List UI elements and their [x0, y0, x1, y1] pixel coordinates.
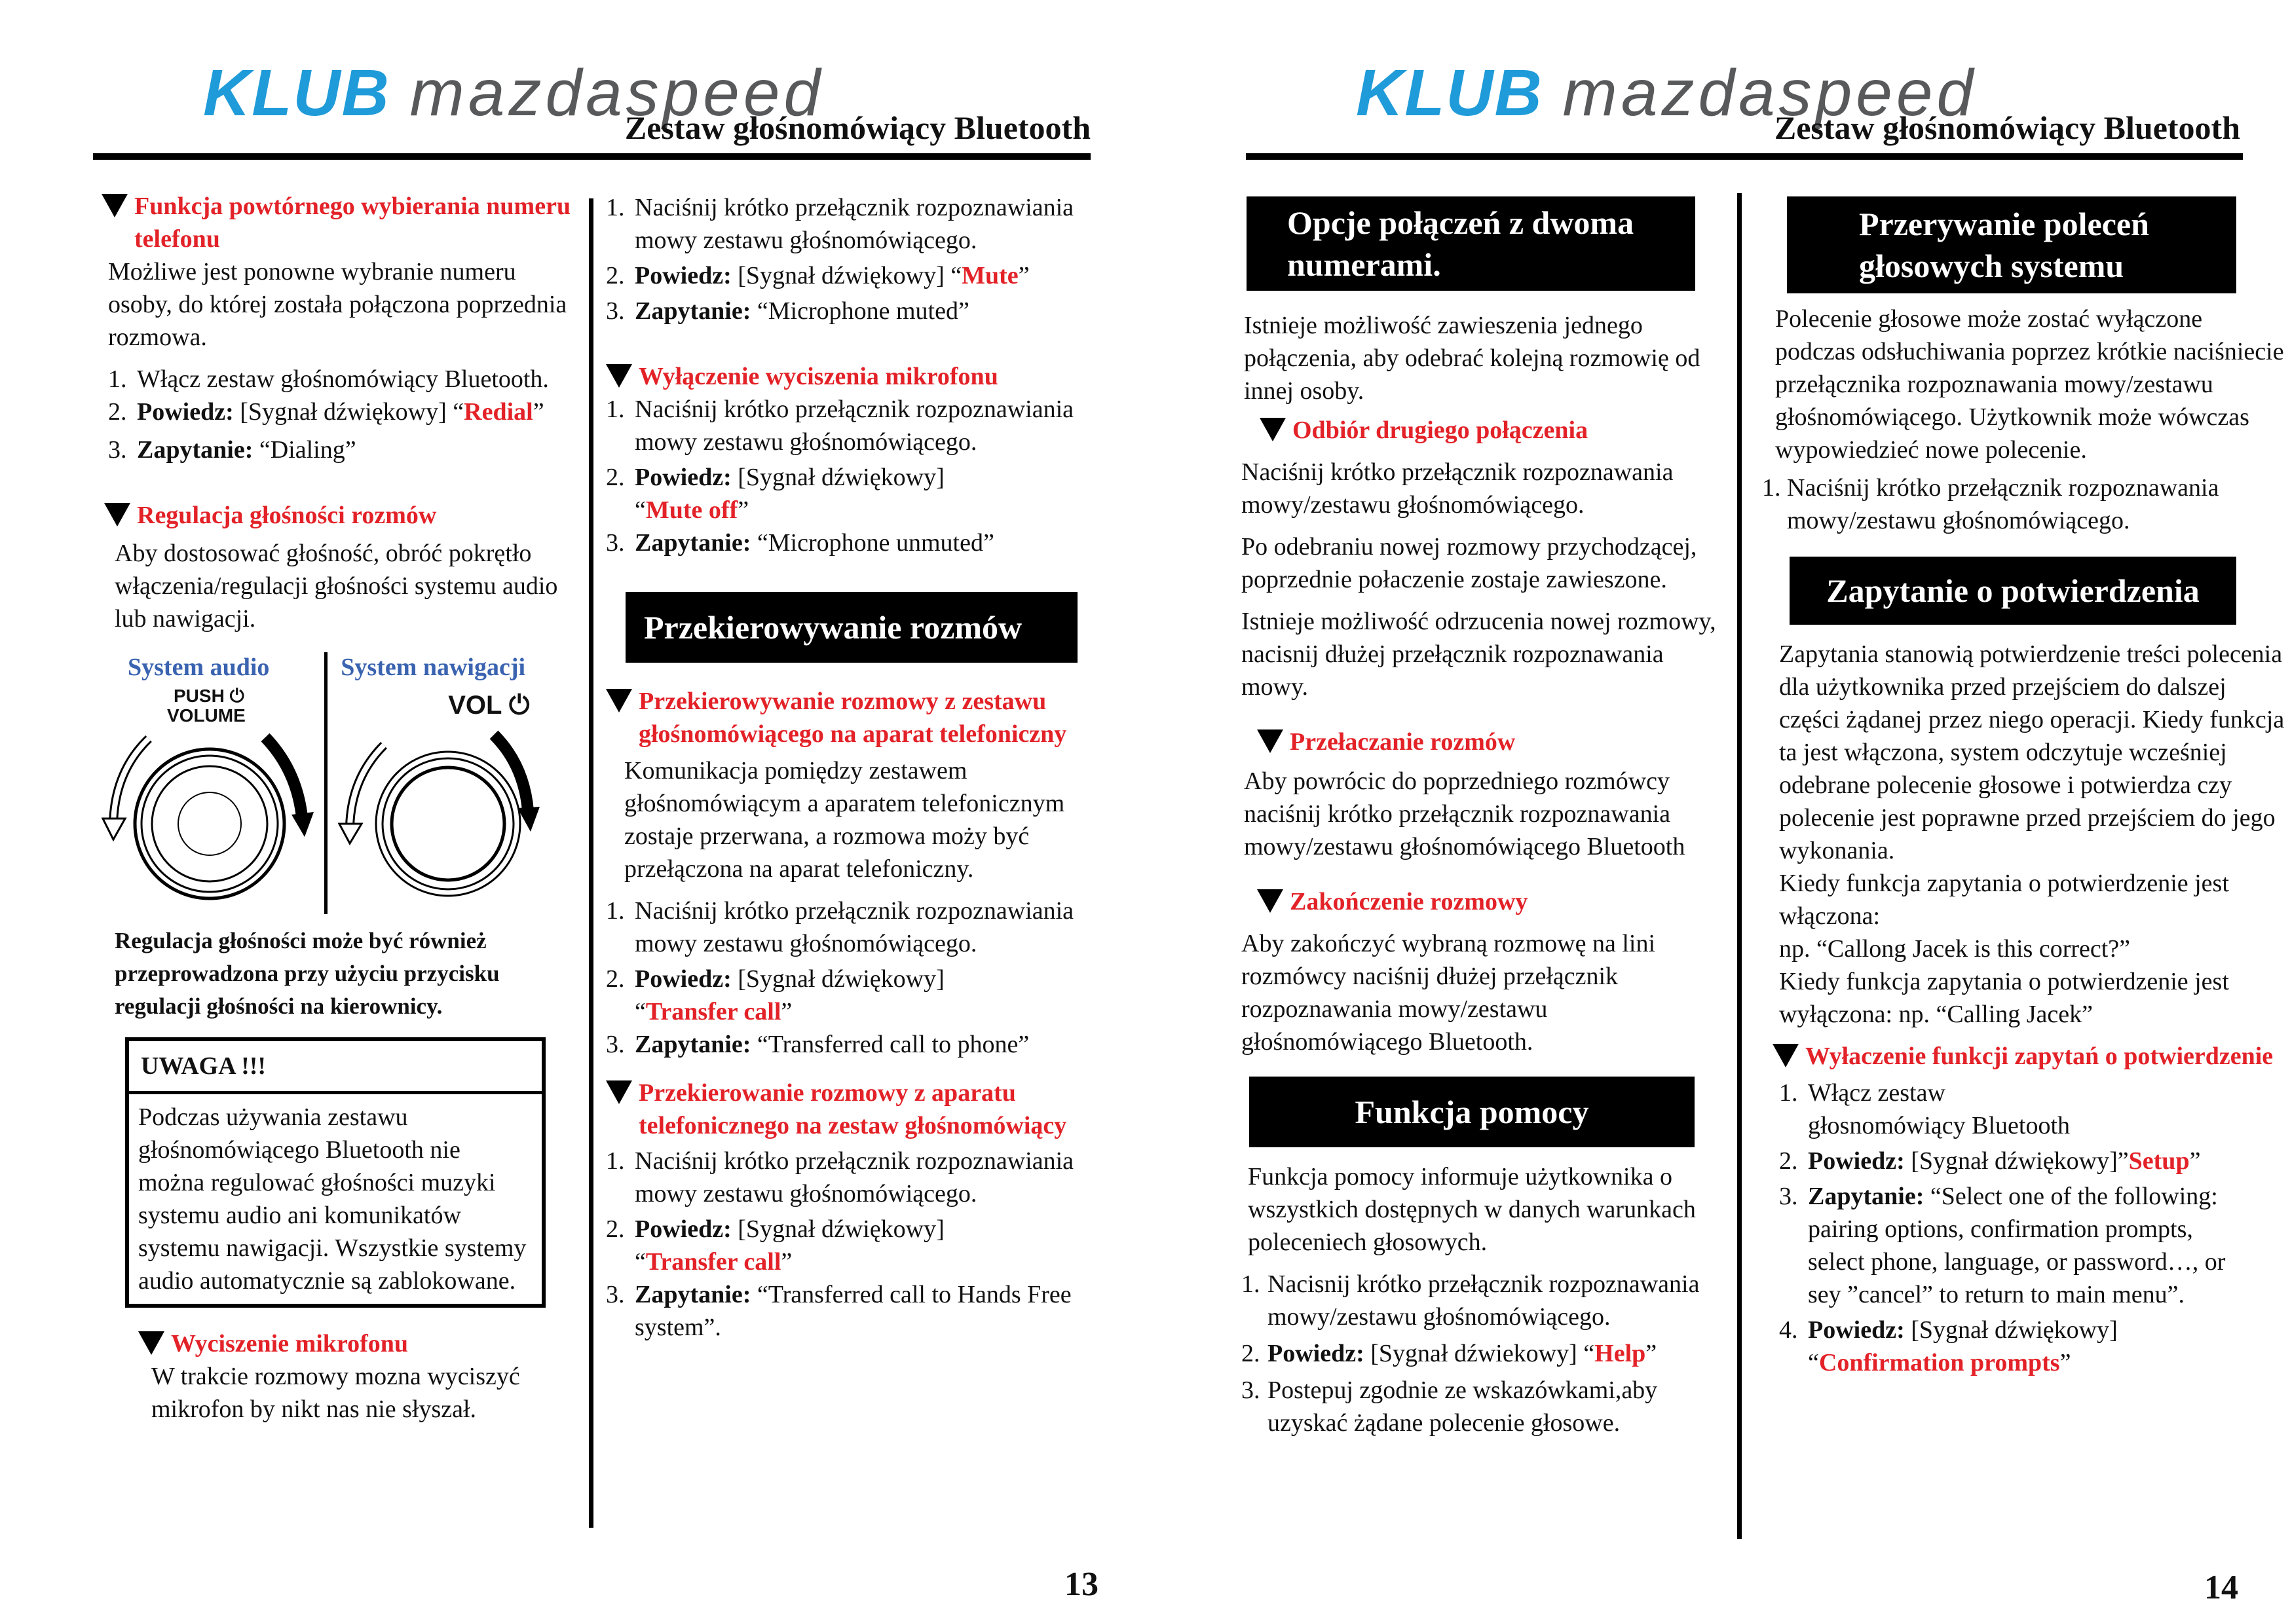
step-item	[1762, 471, 2286, 537]
step-number: 1.	[1241, 1270, 1260, 1298]
triangle-bullet-icon	[606, 1080, 632, 1104]
page14-col1	[1241, 196, 1733, 1439]
section-heading-redial	[102, 190, 583, 255]
transfer-to-phone-text: Komunikacja pomiędzy zestawem głośnomówiącym a aparatem telefonicznym zostaje przerwana, a rozmowa moży być przełączona na aparat telefoniczny.	[624, 757, 1065, 883]
step-item	[1779, 1180, 2238, 1311]
step-item	[606, 191, 1123, 257]
step-label: Powiedz:	[137, 398, 234, 426]
heading-text: Funkcja powtórnego wybierania numeru telefonu	[134, 193, 571, 253]
step-label: Powiedz:	[1808, 1316, 1905, 1344]
section-heading-disable-confirmation	[1773, 1040, 2286, 1073]
triangle-bullet-icon	[1773, 1044, 1799, 1067]
step-text: “Dialing”	[253, 436, 356, 464]
step-text: Postepuj zgodnie ze wskazówkami,aby uzyskać żądane polecenie głosowe.	[1267, 1376, 1658, 1437]
step-item	[606, 895, 1123, 960]
answer-text-3: Istnieje możliwość odrzucenia nowej rozmowy, nacisnij dłużej przełącznik rozpoznawania mowy.	[1241, 608, 1716, 701]
warning-box	[125, 1037, 546, 1308]
voice-command: Confirmation prompts	[1818, 1349, 2060, 1376]
step-text: Włącz zestaw głośnomówiący Bluetooth.	[137, 365, 549, 393]
triangle-bullet-icon	[606, 689, 632, 712]
step-number: 1.	[1762, 474, 1781, 502]
step-label: Powiedz:	[635, 262, 732, 289]
step-label: Powiedz:	[635, 1215, 732, 1243]
voice-command: Mute	[962, 262, 1019, 289]
logo-mazdaspeed-text: mazdaspeed	[1562, 56, 1978, 130]
step-item	[606, 1213, 1002, 1278]
nav-volume-dial-diagram	[337, 652, 583, 914]
header-rule	[93, 153, 1091, 160]
page13-col1	[102, 190, 583, 1426]
step-label: Powiedz:	[635, 464, 732, 491]
logo-klub-text: KLUB	[203, 56, 390, 130]
step-item	[1779, 1077, 2083, 1142]
heading-text: Przełaczanie rozmów	[1290, 728, 1516, 756]
confirmation-on-text: Kiedy funkcja zapytania o potwierdzenie jest włączona:	[1779, 870, 2229, 930]
page-number: 14	[2204, 1569, 2238, 1606]
step-number: 1.	[606, 194, 625, 221]
page-subtitle: Zestaw głośnomówiący Bluetooth	[624, 109, 1091, 146]
quote-close: ”	[781, 998, 793, 1025]
page-subtitle: Zestaw głośnomówiący Bluetooth	[1774, 109, 2240, 146]
quote-close: ”	[2059, 1349, 2071, 1376]
step-label: Zapytanie:	[635, 1031, 751, 1058]
dial-divider	[324, 652, 328, 914]
step-number: 3.	[606, 1281, 625, 1308]
step-number: 2.	[108, 398, 127, 426]
step-item	[606, 295, 1123, 327]
confirmation-text: Zapytania stanowią potwierdzenie treści polecenia dla użytkownika przed przejściem do dalszej części żądanej przez niego operacji. Kiedy funkcja ta jest włączona, system odczytuje wcześniej odebrane polecenie głosowe i potwierdza czy polecenie jest poprawne przed przejściem do jego wykonania.	[1779, 640, 2285, 864]
step-text: [Sygnał dźwiękowy] “	[635, 965, 945, 1025]
quote-close: ”	[1018, 262, 1030, 289]
step-number: 2.	[1779, 1147, 1798, 1175]
step-text: Włącz zestaw głosnomówiący Bluetooth	[1808, 1079, 2071, 1139]
heading-text: Wyciszenie mikrofonu	[171, 1330, 409, 1357]
warning-title: UWAGA !!!	[129, 1041, 542, 1094]
step-text: [Sygnał dźwiękowy]”	[1904, 1147, 2129, 1175]
volume-text: Aby dostosować głośność, obróć pokrętło włączenia/regulacji głośności systemu audio lub nawigacji.	[115, 540, 558, 633]
quote-close: ”	[1645, 1340, 1657, 1367]
step-number: 3.	[1241, 1376, 1260, 1404]
step-number: 3.	[108, 436, 127, 464]
volume-note: Regulacja głośności może być również przeprowadzona przy użyciu przycisku regulacji głośności na kierownicy.	[115, 928, 500, 1019]
step-text: [Sygnał dźwiękowy] “	[1808, 1316, 2118, 1376]
step-label: Powiedz:	[1267, 1340, 1364, 1367]
step-item	[108, 434, 583, 466]
page13-col2	[606, 191, 1123, 1344]
heading-text: Odbiór drugiego połączenia	[1292, 416, 1588, 444]
quote-close: ”	[2189, 1147, 2201, 1175]
step-number: 1.	[606, 396, 625, 423]
triangle-bullet-icon	[1257, 889, 1283, 913]
warning-text: Podczas używania zestawu głośnomówiącego Bluetooth nie można regulować głośności muzyki systemu audio ani komunikatów systemu nawigacji. Wszystkie systemy audio automatycznie są zablokowane.	[138, 1103, 527, 1295]
step-item	[108, 363, 583, 396]
step-item	[606, 1028, 1123, 1061]
logo-mazdaspeed-text: mazdaspeed	[409, 56, 825, 130]
step-item	[108, 396, 583, 428]
step-item	[1779, 1314, 2175, 1379]
voice-command: Mute off	[645, 496, 738, 524]
step-item	[606, 1278, 1093, 1344]
step-text: Naciśnij krótko przełącznik rozpoznawiania mowy zestawu głośnomówiącego.	[635, 897, 1074, 957]
step-item	[1241, 1374, 1733, 1439]
step-label: Zapytanie:	[635, 297, 751, 325]
interrupt-text: Polecenie głosowe może zostać wyłączone podczas odsłuchiwania poprzez krótkie naciśniecie przełącznika rozpoznawania mowy/zestawu głośnomówiącego. Użytkownik może wówczas wypowiedzieć nowe polecenie.	[1775, 305, 2284, 464]
step-label: Zapytanie:	[635, 1281, 751, 1308]
triangle-bullet-icon	[606, 364, 632, 388]
triangle-bullet-icon	[102, 194, 128, 217]
step-number: 3.	[606, 297, 625, 325]
confirmation-off-text: Kiedy funkcja zapytania o potwierdzenie jest wyłączona: np. “Calling Jacek”	[1779, 968, 2229, 1028]
step-number: 1.	[1779, 1079, 1798, 1107]
header-rule	[1246, 153, 2243, 160]
switch-calls-text: Aby powrócic do poprzedniego rozmówcy naciśnij krótko przełącznik rozpoznawania mowy/zestawu głośnomówiącego Bluetooth	[1244, 767, 1685, 860]
step-text: [Sygnał dźwiękowy] “	[635, 464, 945, 524]
nav-dial-body	[337, 682, 583, 905]
step-text: “Select one of the following: pairing options, confirmation prompts, select phone, language, or password…, or sey ”cancel” to return to main menu”.	[1808, 1183, 2226, 1308]
page14-col2	[1762, 196, 2286, 1379]
step-item	[1241, 1268, 1733, 1333]
step-number: 4.	[1779, 1316, 1798, 1344]
redial-text: Możliwe jest ponowne wybranie numeru osoby, do której została połączona poprzednia rozmowa.	[108, 258, 567, 351]
mute-text: W trakcie rozmowy mozna wyciszyć mikrofon by nikt nas nie słyszał.	[151, 1363, 520, 1423]
section-title-call-transfer: Przekierowywanie rozmów	[626, 592, 1078, 663]
dial-push-text: PUSH	[174, 686, 225, 706]
step-text: Naciśnij krótko przełącznik rozpoznawiania mowy zestawu głośnomówiącego.	[635, 194, 1074, 254]
section-heading-unmute	[606, 360, 1123, 393]
power-icon: ⏻	[508, 691, 530, 720]
power-icon: ⏻	[229, 686, 244, 706]
voice-command: Setup	[2128, 1147, 2190, 1175]
step-number: 2.	[606, 965, 625, 993]
help-steps	[1241, 1268, 1733, 1439]
heading-text: Przekierowywanie rozmowy z zestawu głośnomówiącego na aparat telefoniczny	[639, 688, 1067, 748]
redial-steps	[108, 363, 583, 466]
step-label: Zapytanie:	[137, 436, 253, 464]
quote-close: ”	[781, 1248, 793, 1276]
answer-text-1: Naciśnij krótko przełącznik rozpoznawania mowy/zestawu głośnomówiącego.	[1241, 458, 1674, 519]
step-text: Nacisnij krótko przełącznik rozpoznawania mowy/zestawu głośnomówiącego.	[1267, 1270, 1700, 1331]
heading-text: Wyłączenie wyciszenia mikrofonu	[639, 363, 998, 390]
step-item	[606, 393, 1123, 458]
transfer-to-handsfree-steps	[606, 1145, 1123, 1344]
step-label: Powiedz:	[635, 965, 732, 993]
end-call-text: Aby zakończyć wybraną rozmowę na lini rozmówcy naciśnij dłużej przełącznik rozpoznawania mowy/zestawu głośnomówiącego Bluetooth.	[1241, 930, 1656, 1056]
section-title-interrupt: Przerywanie poleceń głosowych systemu	[1787, 196, 2236, 293]
step-number: 3.	[606, 529, 625, 557]
audio-volume-dial-diagram	[102, 652, 315, 914]
step-number: 2.	[606, 1215, 625, 1243]
step-text: Naciśnij krótko przełącznik rozpoznawiania mowy zestawu głośnomówiącego.	[635, 1147, 1074, 1208]
step-text: [Sygnał dźwiekowy] “	[1364, 1340, 1595, 1367]
two-numbers-intro: Istnieje możliwość zawieszenia jednego połączenia, aby odebrać kolejną rozmowię od innej osoby.	[1244, 312, 1700, 405]
step-number: 2.	[606, 262, 625, 289]
knob-rotation-icon	[102, 726, 318, 905]
section-title-confirmation: Zapytanie o potwierdzenia	[1790, 557, 2236, 625]
dial-panel	[102, 652, 583, 914]
step-item	[606, 461, 1002, 526]
column-divider	[1737, 193, 1742, 1539]
step-number: 1.	[108, 365, 127, 393]
heading-text: Wyłaczenie funkcji zapytań o potwierdzenie	[1805, 1043, 2274, 1070]
section-heading-switch-calls	[1257, 726, 1733, 758]
step-text: “Transferred call to Hands Free system”.	[635, 1281, 1072, 1341]
heading-text: Przekierowanie rozmowy z aparatu telefonicznego na zestaw głośnomówiący	[639, 1079, 1067, 1139]
section-heading-answer-second	[1260, 414, 1733, 447]
disable-confirmation-steps	[1779, 1077, 2238, 1379]
step-text: Naciśnij krótko przełącznik rozpoznawiania mowy zestawu głośnomówiącego.	[635, 396, 1074, 456]
step-number: 1.	[606, 897, 625, 925]
step-number: 3.	[1779, 1183, 1798, 1210]
section-title-help: Funkcja pomocy	[1249, 1077, 1695, 1147]
transfer-to-phone-steps	[606, 895, 1123, 1061]
quote-close: ”	[533, 398, 544, 426]
step-number: 2.	[606, 464, 625, 491]
quote-close: ”	[738, 496, 749, 524]
triangle-bullet-icon	[138, 1331, 164, 1355]
step-item	[606, 259, 1123, 292]
step-item	[606, 526, 1123, 559]
knob-rotation-icon	[337, 726, 559, 905]
step-text: [Sygnał dźwiękowy] “	[233, 398, 464, 426]
voice-command: Redial	[464, 398, 533, 426]
triangle-bullet-icon	[104, 503, 130, 526]
voice-command: Transfer call	[645, 998, 781, 1025]
label-system-audio: System audio	[128, 654, 270, 681]
step-text: Naciśnij krótko przełącznik rozpoznawania mowy/zestawu głośnomówiącego.	[1787, 474, 2219, 534]
dial-label-vol	[448, 692, 529, 719]
page-number: 13	[1064, 1566, 1098, 1603]
step-item	[1241, 1337, 1733, 1370]
step-number: 3.	[606, 1031, 625, 1058]
step-label: Zapytanie:	[1808, 1183, 1924, 1210]
step-number: 1.	[606, 1147, 625, 1175]
label-system-navigation: System nawigacji	[341, 654, 526, 681]
dial-label-volume: VOLUME	[167, 705, 246, 726]
step-text: “Microphone unmuted”	[751, 529, 994, 557]
dial-label-push	[174, 686, 244, 706]
step-item	[606, 1145, 1123, 1210]
step-text: [Sygnał dźwiękowy] “	[635, 1215, 945, 1276]
step-label: Powiedz:	[1808, 1147, 1905, 1175]
section-heading-transfer-to-phone	[606, 685, 1123, 750]
voice-command: Transfer call	[645, 1248, 781, 1276]
voice-command: Help	[1594, 1340, 1646, 1367]
step-item	[1779, 1145, 2238, 1177]
step-number: 2.	[1241, 1340, 1260, 1367]
step-text: [Sygnał dźwiękowy] “	[731, 262, 962, 289]
heading-text: Regulacja głośności rozmów	[137, 502, 437, 529]
step-text: “Transferred call to phone”	[751, 1031, 1030, 1058]
triangle-bullet-icon	[1257, 729, 1283, 753]
confirmation-on-example: np. “Callong Jacek is this correct?”	[1779, 935, 2131, 963]
step-label: Zapytanie:	[635, 529, 751, 557]
triangle-bullet-icon	[1260, 418, 1286, 441]
column-divider	[589, 198, 593, 1528]
heading-text: Zakończenie rozmowy	[1290, 888, 1528, 915]
answer-text-2: Po odebraniu nowej rozmowy przychodzącej, poprzednie połaczenie zostaje zawieszone.	[1241, 533, 1697, 593]
section-title-two-numbers: Opcje połączeń z dwoma numerami.	[1247, 196, 1695, 291]
section-heading-transfer-to-handsfree	[606, 1077, 1123, 1142]
help-text: Funkcja pomocy informuje użytkownika o wszystkich dostępnych w danych warunkach poleceniech głosowych.	[1248, 1163, 1696, 1256]
section-heading-mute	[138, 1327, 583, 1360]
step-item	[606, 963, 1002, 1028]
section-heading-end-call	[1257, 885, 1733, 918]
audio-dial-body	[102, 682, 315, 905]
section-heading-volume	[104, 499, 583, 532]
step-text: “Microphone muted”	[751, 297, 969, 325]
logo-klub-text: KLUB	[1356, 56, 1543, 130]
dial-vol-text: VOL	[448, 691, 502, 720]
